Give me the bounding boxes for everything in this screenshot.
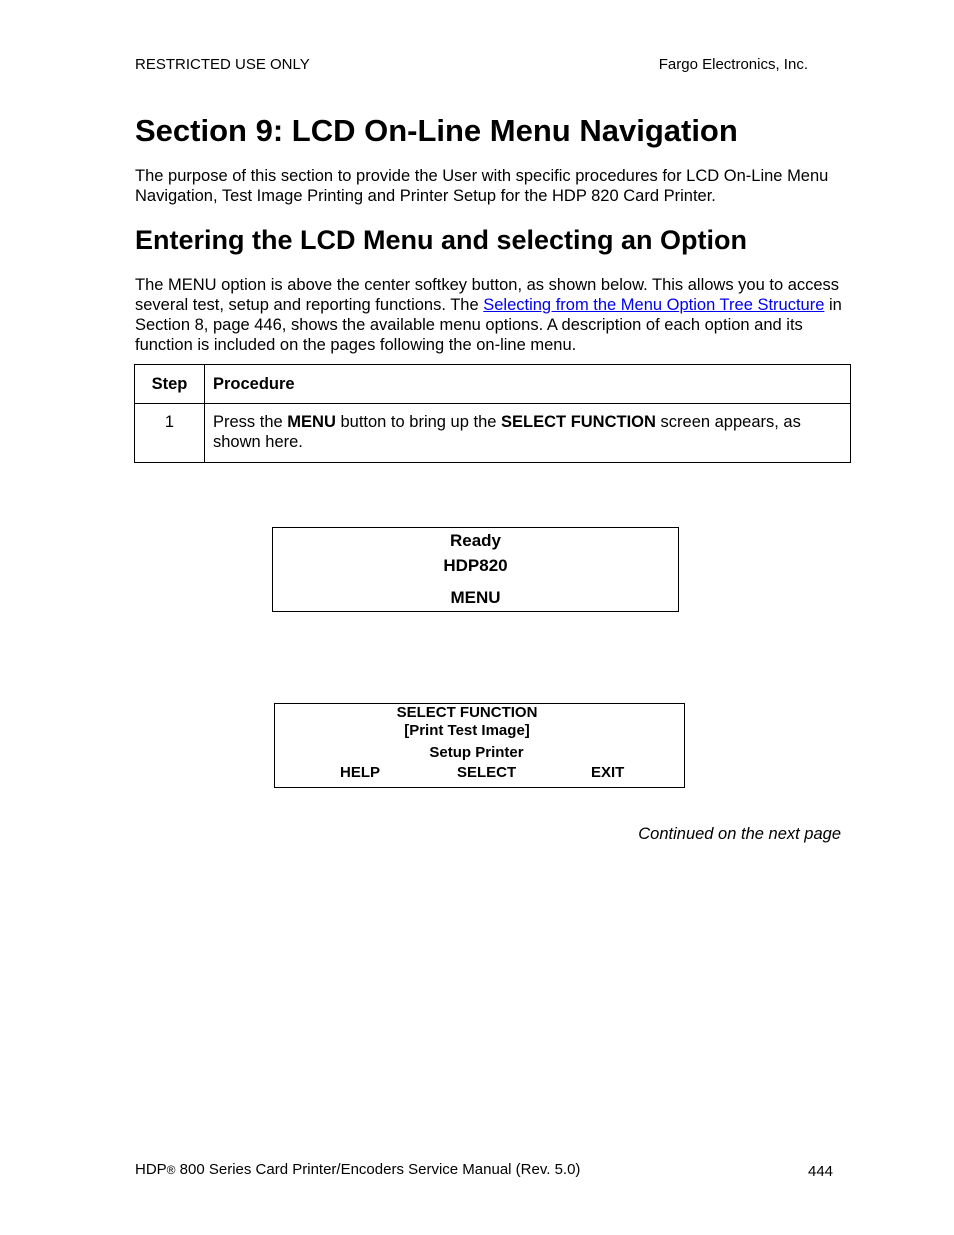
table-header-row xyxy=(135,365,851,404)
footer-manual-title xyxy=(135,1161,580,1178)
continued-note: Continued on the next page xyxy=(638,825,841,843)
lcd-selected-item: [Print Test Image] xyxy=(404,722,530,739)
lcd-help-softkey[interactable]: HELP xyxy=(340,764,381,781)
menu-description-paragraph xyxy=(135,275,845,355)
lcd-ready-line1: Ready xyxy=(449,531,502,550)
procedure-text: button to bring up the xyxy=(335,413,502,431)
registered-mark: ® xyxy=(166,1163,176,1177)
menu-option-tree-link[interactable]: Selecting from the Menu Option Tree Structure xyxy=(483,296,825,314)
lcd-ready-line2: HDP820 xyxy=(443,556,508,575)
lcd-select-softkey[interactable]: SELECT xyxy=(457,764,517,781)
procedure-text: Press the xyxy=(213,413,288,431)
procedure-bold: SELECT FUNCTION xyxy=(501,413,656,431)
table-row xyxy=(135,404,851,463)
header-right: Fargo Electronics, Inc. xyxy=(658,56,808,73)
procedure-header: Procedure xyxy=(205,365,851,404)
procedure-table xyxy=(134,364,851,463)
lcd-menu-softkey[interactable]: MENU xyxy=(450,588,501,607)
subsection-title: Entering the LCD Menu and selecting an Option xyxy=(135,225,748,255)
page-number: 444 xyxy=(808,1163,834,1180)
footer-title-rest: 800 Series Card Printer/Encoders Service Manual (Rev. 5.0) xyxy=(175,1161,581,1178)
lcd-select-function-screen xyxy=(274,703,685,788)
lcd-ready-screen xyxy=(272,527,679,612)
footer-brand: HDP xyxy=(135,1161,167,1178)
lcd-exit-softkey[interactable]: EXIT xyxy=(591,764,625,781)
lcd-select-title: SELECT FUNCTION xyxy=(396,704,538,721)
procedure-cell xyxy=(205,404,851,463)
step-cell: 1 xyxy=(135,404,205,463)
step-header: Step xyxy=(135,365,205,404)
procedure-bold: MENU xyxy=(287,413,336,431)
header-left: RESTRICTED USE ONLY xyxy=(135,56,310,73)
intro-paragraph: The purpose of this section to provide the User with specific procedures for LCD On-Line Menu Navigation, Test Image Printing and Printer Setup for the HDP 820 Card Printer. xyxy=(135,167,829,205)
procedure-text: screen appears, as shown here. xyxy=(213,413,801,451)
section-title: Section 9: LCD On-Line Menu Navigation xyxy=(135,113,738,148)
para-text-after: in Section 8, page 446, shows the available menu options. A description of each option and its function is included on the pages following the on-line menu. xyxy=(135,296,842,354)
para-text-before: The MENU option is above the center softkey button, as shown below. This allows you to access several test, setup and reporting functions. The xyxy=(135,276,840,314)
lcd-next-item: Setup Printer xyxy=(429,744,524,761)
